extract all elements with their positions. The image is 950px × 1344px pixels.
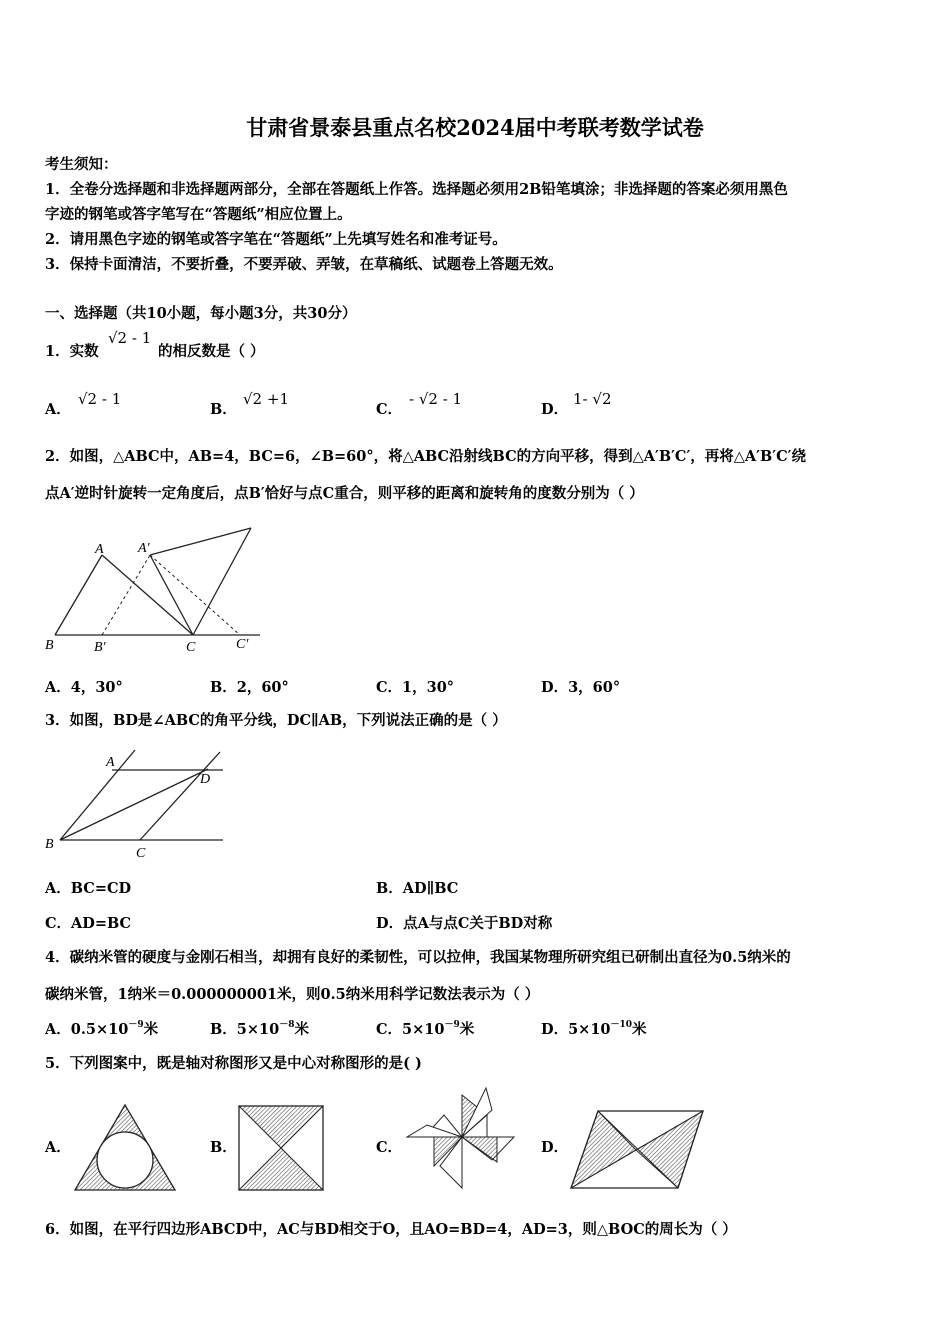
q4-option-d[interactable]: D．$5\times 10^{-10}$米 bbox=[541, 1020, 647, 1038]
label-c: C bbox=[186, 640, 196, 655]
q1-suffix: 的相反数是（ ） bbox=[158, 343, 265, 360]
q1-option-c-expr: - √2 - 1 bbox=[409, 390, 463, 408]
q2-option-c[interactable]: C．1，30° bbox=[376, 679, 455, 696]
label-b: B bbox=[45, 837, 54, 852]
q5-figure-b bbox=[236, 1103, 326, 1193]
notice-item: 3．保持卡面清洁，不要折叠，不要弄破、弄皱，在草稿纸、试题卷上答题无效。 bbox=[45, 256, 563, 273]
label-b-prime: B′ bbox=[94, 640, 106, 655]
q4-option-b[interactable]: B．$5\times 10^{-8}$米 bbox=[210, 1020, 309, 1038]
q6-text: 6．如图，在平行四边形ABCD中，AC与BD相交于O，且AO=BD=4，AD=3，则△BOC的周长为（ ） bbox=[45, 1221, 737, 1238]
line-a1c bbox=[150, 555, 193, 635]
notice-item: 2．请用黑色字迹的钢笔或答字笔在“答题纸”上先填写姓名和准考证号。 bbox=[45, 231, 507, 248]
q4-option-a[interactable]: A．$0.5\times 10^{-9}$米 bbox=[45, 1020, 159, 1038]
page-title: 甘肃省景泰县重点名校2024届中考联考数学试卷 bbox=[246, 115, 704, 140]
line-ba-ray bbox=[60, 750, 135, 840]
pinwheel-blade bbox=[462, 1137, 497, 1162]
line-ab bbox=[55, 555, 102, 635]
q3-option-c[interactable]: C．AD=BC bbox=[45, 915, 132, 932]
q2-figure bbox=[40, 525, 270, 660]
line-a1b1 bbox=[102, 555, 150, 635]
q5-figure-c bbox=[402, 1080, 522, 1198]
inscribed-circle bbox=[97, 1132, 153, 1188]
q2-text-line2: 点A′逆时针旋转一定角度后，点B′恰好与点C重合，则平移的距离和旋转角的度数分别为（ ） bbox=[45, 485, 644, 502]
q5-option-b[interactable]: B． bbox=[210, 1139, 237, 1156]
notice-item: 1．全卷分选择题和非选择题两部分，全部在答题纸上作答。选择题必须用2B铅笔填涂；非选择题的答案必须用黑色 bbox=[45, 181, 788, 198]
label-a: A bbox=[106, 755, 115, 770]
q5-figure-a bbox=[72, 1100, 178, 1195]
line-bd bbox=[60, 769, 211, 840]
label-d: D bbox=[200, 772, 211, 787]
q4-text-line2: 碳纳米管，1纳米＝0.000000001米，则0.5纳米用科学记数法表示为（ ） bbox=[45, 986, 540, 1003]
line-ac bbox=[102, 555, 193, 635]
notice-heading: 考生须知： bbox=[45, 156, 118, 173]
label-a: A bbox=[95, 542, 104, 557]
q2-option-a[interactable]: A．4，30° bbox=[45, 679, 123, 696]
q5-option-d[interactable]: D． bbox=[541, 1139, 569, 1156]
q1-option-c-label[interactable]: C． bbox=[376, 401, 403, 418]
label-a-prime: A′ bbox=[138, 541, 150, 556]
q5-option-a[interactable]: A． bbox=[45, 1139, 71, 1156]
q2-text-line1: 2．如图，△ABC中，AB=4，BC=6，∠B=60°，将△ABC沿射线BC的方向平移，得到△A′B′C′，再将△A′B′C′绕 bbox=[45, 448, 806, 465]
q4-text-line1: 4．碳纳米管的硬度与金刚石相当，却拥有良好的柔韧性，可以拉伸，我国某物理所研究组已研制出直径为0.5纳米的 bbox=[45, 949, 791, 966]
q2-option-d[interactable]: D．3，60° bbox=[541, 679, 621, 696]
section-heading: 一、选择题（共10小题，每小题3分，共30分） bbox=[45, 305, 357, 322]
line-rotated-top bbox=[150, 528, 251, 555]
q3-text: 3．如图，BD是∠ABC的角平分线，DC∥AB，下列说法正确的是（ ） bbox=[45, 712, 507, 729]
q3-figure bbox=[40, 742, 230, 862]
q3-option-d[interactable]: D．点A与点C关于BD对称 bbox=[376, 915, 553, 932]
q1-expr: √2 - 1 bbox=[108, 329, 152, 347]
q4-option-c[interactable]: C．$5\times 10^{-9}$米 bbox=[376, 1020, 475, 1038]
q1-option-b-expr: √2 +1 bbox=[243, 390, 289, 408]
q3-option-b[interactable]: B．AD∥BC bbox=[376, 880, 459, 897]
q1-prefix: 1．实数 bbox=[45, 343, 99, 360]
q1-option-d-expr: 1- √2 bbox=[573, 390, 612, 408]
label-c-prime: C′ bbox=[236, 637, 249, 652]
q1-option-b-label[interactable]: B． bbox=[210, 401, 237, 418]
q3-option-a[interactable]: A．BC=CD bbox=[45, 880, 132, 897]
notice-item: 字迹的钢笔或答字笔写在“答题纸”相应位置上。 bbox=[45, 206, 352, 223]
q1-option-a-label[interactable]: A． bbox=[45, 401, 71, 418]
q5-text: 5．下列图案中，既是轴对称图形又是中心对称图形的是( ) bbox=[45, 1055, 422, 1072]
label-b: B bbox=[45, 638, 54, 653]
line-a1c1 bbox=[150, 555, 240, 635]
q5-figure-d bbox=[568, 1108, 708, 1193]
q2-option-b[interactable]: B．2，60° bbox=[210, 679, 289, 696]
q5-option-c[interactable]: C． bbox=[376, 1139, 403, 1156]
label-c: C bbox=[136, 846, 146, 861]
q1-option-a-expr: √2 - 1 bbox=[78, 390, 122, 408]
q1-option-d-label[interactable]: D． bbox=[541, 401, 569, 418]
